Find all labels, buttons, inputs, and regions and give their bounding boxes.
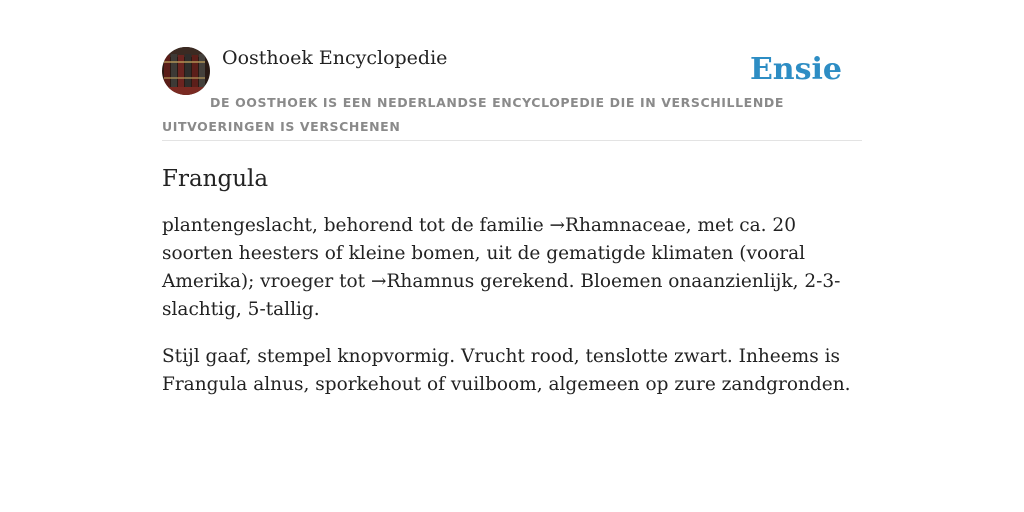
encyclopedia-books-icon[interactable] — [162, 47, 210, 95]
entry-paragraph: Stijl gaaf, stempel knopvormig. Vrucht rood, tenslotte zwart. Inheems is Frangula alnus, sporkehout of vuilboom, algemeen op zure zandgronden. — [162, 346, 851, 395]
entry-content — [162, 160, 862, 399]
paragraph-text: gerekend. Bloemen onaanzienlijk, 2-3-slachtig, 5-tallig. — [162, 271, 841, 320]
entry-paragraph — [162, 212, 862, 324]
paragraph-text: , met ca. 20 soorten heesters of kleine bomen, uit de gematigde klimaten (vooral Amerika); vroeger tot — [162, 215, 806, 292]
cross-reference-link[interactable]: →Rhamnus — [370, 271, 475, 292]
paragraph-text: plantengeslacht, behorend tot de familie — [162, 215, 550, 236]
source-title[interactable]: Oosthoek Encyclopedie — [222, 47, 448, 69]
source-tagline: DE OOSTHOEK IS EEN NEDERLANDSE ENCYCLOPEDIE DIE IN VERSCHILLENDE UITVOERINGEN IS VERSCHENEN — [162, 95, 784, 134]
cross-reference-link[interactable]: →Rhamnaceae — [549, 215, 686, 236]
entry-title: Frangula — [162, 166, 269, 192]
source-header — [162, 46, 862, 141]
brand-logo[interactable]: Ensie — [749, 52, 842, 87]
